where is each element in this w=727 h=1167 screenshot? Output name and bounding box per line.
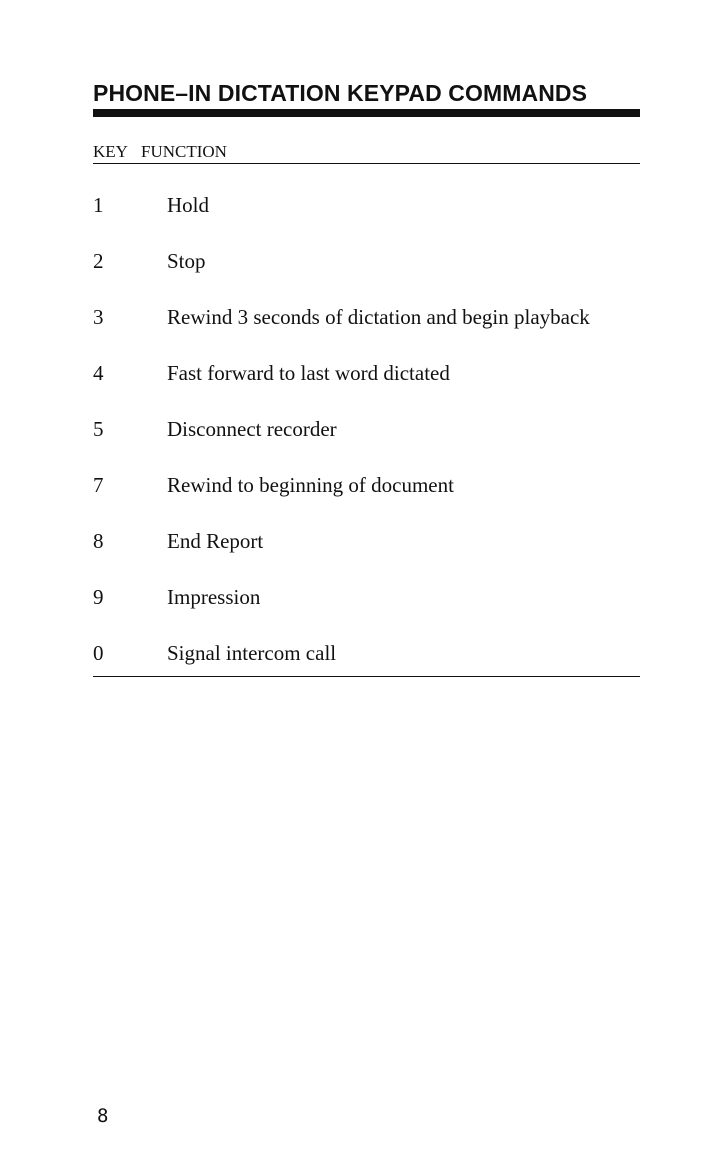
command-function: Fast forward to last word dictated [167, 361, 450, 385]
table-row [93, 470, 640, 526]
command-function: Hold [167, 193, 209, 217]
page-title: PHONE–IN DICTATION KEYPAD COMMANDS [93, 80, 588, 106]
command-function: Impression [167, 585, 261, 609]
command-key: 5 [93, 417, 104, 441]
table-row [93, 358, 640, 414]
table-bottom-rule [93, 676, 640, 677]
page-number: 8 [97, 1105, 109, 1127]
command-function: End Report [167, 529, 264, 553]
table-row [93, 302, 640, 358]
command-key: 4 [93, 361, 104, 385]
command-function: Disconnect recorder [167, 417, 337, 441]
table-row [93, 526, 640, 582]
command-function: Rewind 3 seconds of dictation and begin playback [167, 305, 590, 329]
command-function: Rewind to beginning of document [167, 473, 454, 497]
table-header [93, 141, 640, 164]
command-key: 1 [93, 193, 104, 217]
title-rule [93, 109, 640, 117]
table-row [93, 190, 640, 246]
column-header-key: KEY [93, 142, 128, 161]
command-key: 2 [93, 249, 104, 273]
command-table [93, 190, 640, 694]
column-header-function: FUNCTION [141, 142, 227, 161]
table-row [93, 246, 640, 302]
table-row [93, 414, 640, 470]
command-function: Signal intercom call [167, 641, 337, 665]
command-function: Stop [167, 249, 206, 273]
table-row [93, 582, 640, 638]
command-key: 9 [93, 585, 104, 609]
command-key: 3 [93, 305, 104, 329]
command-key: 8 [93, 529, 104, 553]
command-key: 7 [93, 473, 104, 497]
command-key: 0 [93, 641, 104, 665]
table-row [93, 638, 640, 694]
